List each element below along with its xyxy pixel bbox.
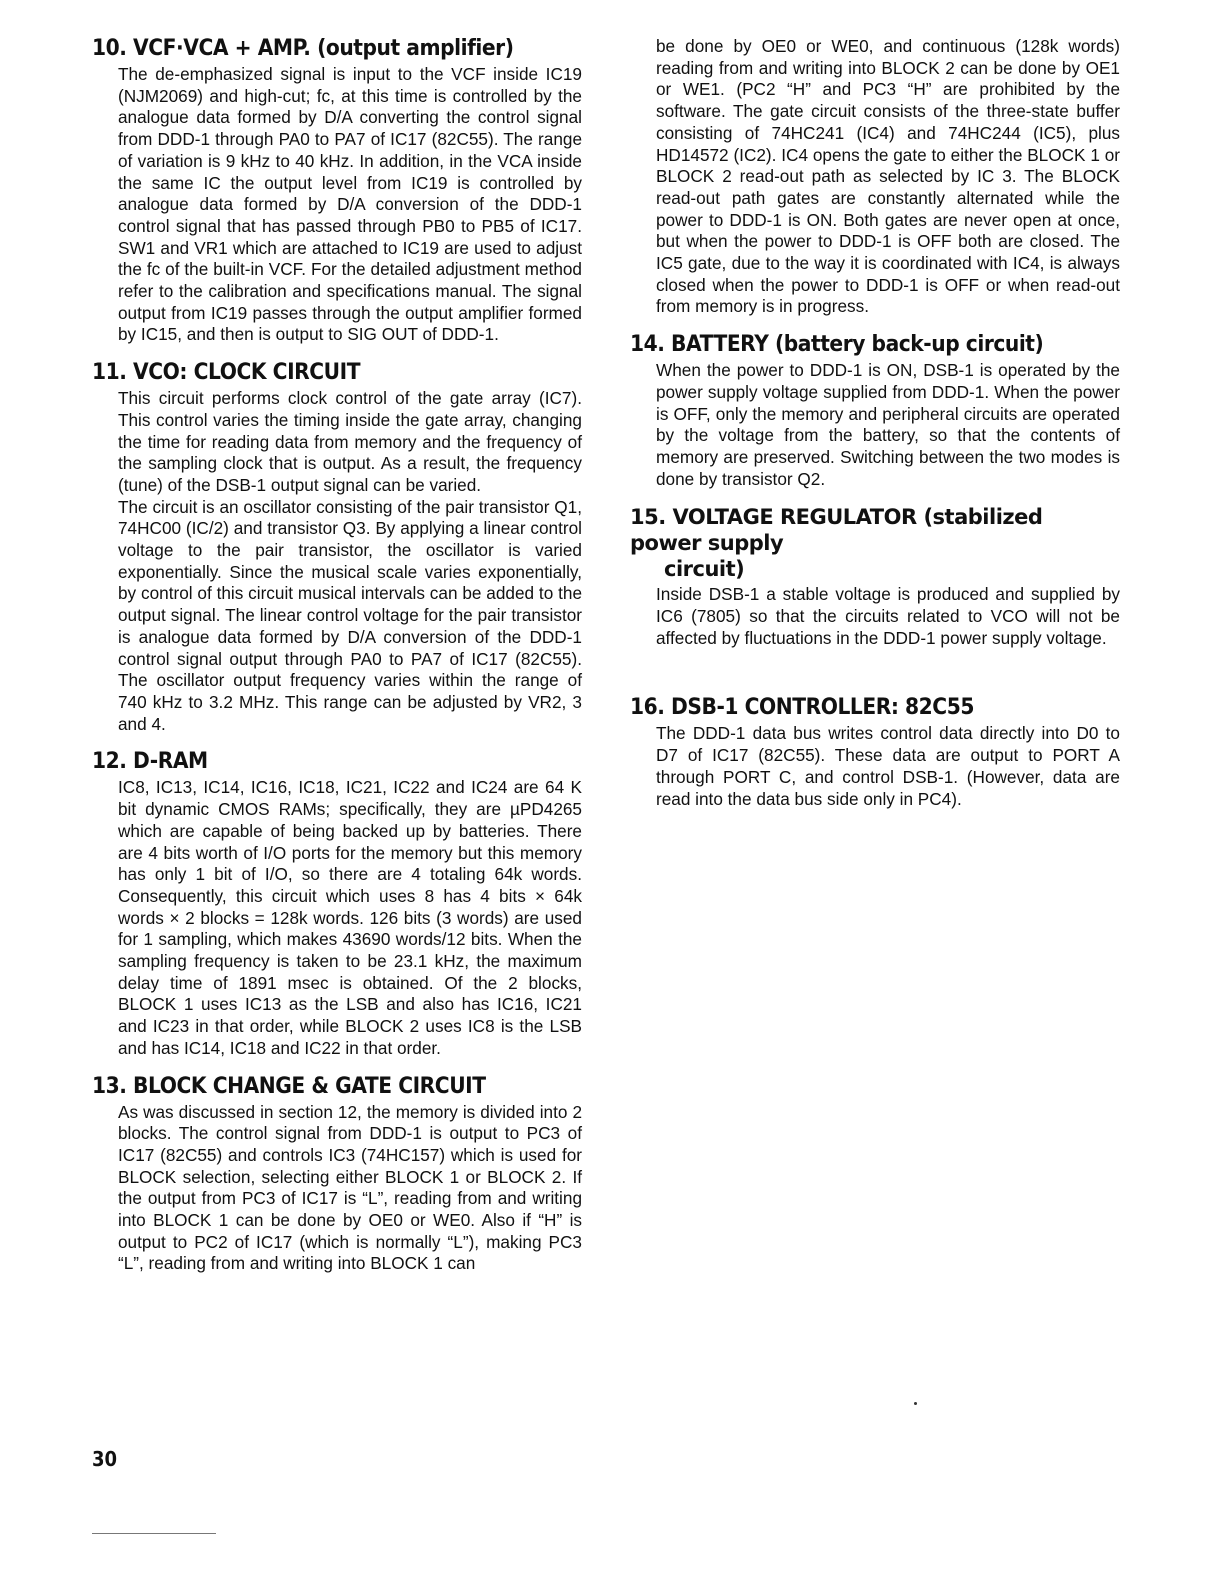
section-paragraph: As was discussed in section 12, the memory is divided into 2 blocks. The control signal from DDD-1 is output to PC3 of IC17 (82C55) and controls IC3 (74HC157) which is used for BLOCK selection, selecting either BLOCK 1 or BLOCK 2. If the output from PC3 of IC17 is “L”, reading from and writing into BLOCK 1 can be done by OE0 or WE0. Also if “H” is output to PC2 of IC17 (which is normally “L”), making PC3 “L”, reading from and writing into BLOCK 1 can bbox=[118, 1101, 582, 1274]
section-13 bbox=[92, 1074, 582, 1276]
section-paragraph: The circuit is an oscillator consisting of the pair transistor Q1, 74HC00 (IC/2) and transistor Q3. By applying a linear control voltage to the pair transistor, the oscillator is varied exponentially. Since the musical scale varies exponentially, by control of this circuit musical intervals can be added to the output signal. The linear control voltage for the pair transistor is analogue data formed by D/A conversion of the DDD-1 control signal output through PA0 to PA7 of IC17 (82C55). The oscillator output frequency varies within the range of 740 kHz to 3.2 MHz. This range can be adjusted by VR2, 3 and 4. bbox=[118, 496, 582, 734]
section-13-continued bbox=[630, 36, 1120, 318]
section-heading bbox=[630, 504, 1120, 582]
section-12 bbox=[92, 749, 582, 1059]
section-10 bbox=[92, 36, 582, 346]
section-heading-continuation: circuit) bbox=[664, 557, 745, 582]
section-paragraph: This circuit performs clock control of the gate array (IC7). This control varies the timing inside the gate array, changing the time for reading data from memory and the frequency of the sampling clock that is output. As a result, the frequency (tune) of the DSB-1 output signal can be varied. bbox=[118, 388, 582, 495]
section-paragraph: IC8, IC13, IC14, IC16, IC18, IC21, IC22 and IC24 are 64 K bit dynamic CMOS RAMs; specifically, they are µPD4265 which are capable of being backed up by batteries. There are 4 bits worth of I/O ports for the memory but this memory has only 1 bit of I/O, so there are 4 totaling 64k words. Consequently, this circuit which uses 8 has 4 bits × 64k words × 2 blocks = 128k words. 126 bits (3 words) are used for 1 sampling, which makes 43690 words/12 bits. When the sampling frequency is taken to be 23.1 kHz, the maximum delay time of 1891 msec is obtained. Of the 2 blocks, BLOCK 1 uses IC13 as the LSB and also has IC16, IC21 and IC23 in that order, while BLOCK 2 uses IC8 is the LSB and has IC14, IC18 and IC22 in that order. bbox=[118, 777, 582, 1058]
section-16 bbox=[630, 695, 1120, 810]
section-paragraph: The DDD-1 data bus writes control data directly into D0 to D7 of IC17 (82C55). These data are output to PORT A through PORT C, and control DSB-1. (However, data are read into the data bus side only in PC4). bbox=[656, 723, 1120, 809]
section-15 bbox=[630, 504, 1120, 649]
section-heading: 13. BLOCK CHANGE & GATE CIRCUIT bbox=[92, 1073, 486, 1099]
section-heading: 14. BATTERY (battery back-up circuit) bbox=[630, 332, 1044, 358]
section-heading: 12. D-RAM bbox=[92, 749, 208, 775]
section-heading-line: 15. VOLTAGE REGULATOR (stabilized power supply bbox=[630, 505, 1043, 556]
section-paragraph: Inside DSB-1 a stable voltage is produced and supplied by IC6 (7805) so that the circuits related to VCO will not be affected by fluctuations in the DDD-1 power supply voltage. bbox=[656, 584, 1120, 648]
section-heading: 10. VCF·VCA + AMP. (output amplifier) bbox=[92, 36, 514, 61]
section-paragraph: be done by OE0 or WE0, and continuous (128k words) reading from and writing into BLOCK 2 can be done by OE1 or WE1. (PC2 “H” and PC3 “H” are prohibited by the software. The gate circuit consists of the three-state buffer consisting of 74HC241 (IC4) and 74HC244 (IC5), plus HD14572 (IC2). IC4 opens the gate to either the BLOCK 1 or BLOCK 2 read-out path as selected by IC 3. The BLOCK read-out path gates are constantly alternated while the power to DDD-1 is ON. Both gates are never open at once, but when the power to DDD-1 is OFF both are closed. The IC5 gate, due to the way it is coordinated with IC4, is always closed when the power to DDD-1 is OFF or when read-out from memory is in progress. bbox=[656, 36, 1120, 317]
page-number: 30 bbox=[92, 1447, 118, 1471]
section-paragraph: When the power to DDD-1 is ON, DSB-1 is operated by the power supply voltage supplied from DDD-1. When the power is OFF, only the memory and peripheral circuits are operated by the voltage from the battery, so that the contents of memory are preserved. Switching between the two modes is done by transistor Q2. bbox=[656, 360, 1120, 489]
scan-speck bbox=[914, 1402, 917, 1405]
right-column bbox=[630, 36, 1120, 824]
footer-rule bbox=[92, 1533, 216, 1534]
section-14 bbox=[630, 332, 1120, 490]
left-column bbox=[92, 36, 582, 1289]
section-heading: 16. DSB-1 CONTROLLER: 82C55 bbox=[630, 695, 974, 721]
section-heading: 11. VCO: CLOCK CIRCUIT bbox=[92, 360, 361, 386]
section-paragraph: The de-emphasized signal is input to the VCF inside IC19 (NJM2069) and high-cut; fc, at this time is controlled by the analogue data formed by D/A converting the control signal from DDD-1 through PA0 to PA7 of IC17 (82C55). The range of variation is 9 kHz to 40 kHz. In addition, in the VCA inside the same IC the output level from IC19 is controlled by analogue data formed by D/A conversion of the DDD-1 control signal that has passed through PB0 to PB5 of IC17. SW1 and VR1 which are attached to IC19 are used to adjust the fc of the built-in VCF. For the detailed adjustment method refer to the calibration and specifications manual. The signal output from IC19 passes through the output amplifier formed by IC15, and then is output to SIG OUT of DDD-1. bbox=[118, 64, 582, 345]
section-11 bbox=[92, 360, 582, 735]
